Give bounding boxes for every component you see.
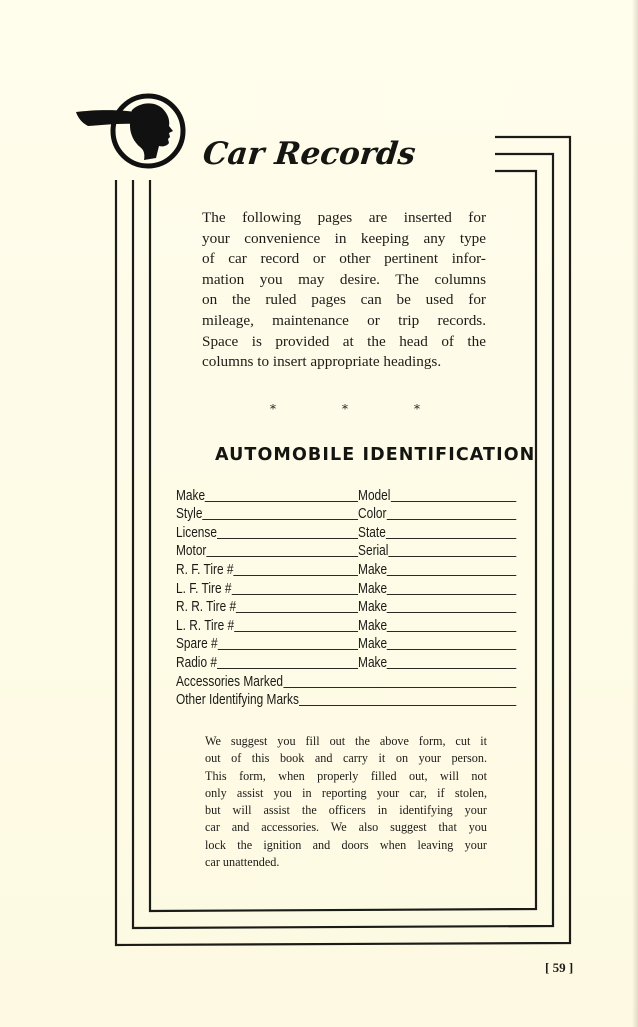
field-label: Make xyxy=(358,599,388,616)
fill-in-line[interactable] xyxy=(206,555,358,557)
field-label: R. F. Tire # xyxy=(176,561,234,578)
intro-line: columns to insert appropriate headings. xyxy=(202,353,442,371)
field-label: R. R. Tire # xyxy=(176,599,237,616)
field-label: Serial xyxy=(358,543,389,560)
note-line: car and accessories. We also suggest that you xyxy=(205,820,487,835)
field-label: State xyxy=(358,524,386,541)
note-line: lock the ignition and doors when leaving your xyxy=(205,837,487,852)
field-label: Make xyxy=(358,654,388,671)
field-label: Make xyxy=(176,487,206,504)
fill-in-line[interactable] xyxy=(387,611,516,613)
serial-field[interactable] xyxy=(358,543,516,559)
field-label: Motor xyxy=(176,543,207,560)
intro-line: your convenience in keeping any type xyxy=(202,229,486,247)
rf-tire-field[interactable] xyxy=(176,562,358,578)
note-line: only assist you in reporting your car, if stolen, xyxy=(205,785,487,800)
note-line: This form, when properly filled out, will not xyxy=(205,768,487,783)
radio-field[interactable] xyxy=(176,655,358,671)
note-line: out of this book and carry it on your person. xyxy=(205,751,487,766)
note-line: We suggest you fill out the above form, cut it xyxy=(205,734,487,748)
automobile-identification-form xyxy=(176,485,516,708)
fill-in-line[interactable] xyxy=(202,518,358,520)
form-row xyxy=(176,522,516,541)
advice-paragraph xyxy=(205,733,487,871)
rr-tire-make-field[interactable] xyxy=(358,599,516,615)
fill-in-line[interactable] xyxy=(234,630,358,632)
style-field[interactable] xyxy=(176,506,358,522)
field-label: L. R. Tire # xyxy=(176,617,235,634)
lr-tire-field[interactable] xyxy=(176,618,358,634)
fill-in-line[interactable] xyxy=(232,593,359,595)
form-row xyxy=(176,615,516,634)
fill-in-line[interactable] xyxy=(217,667,358,669)
lf-tire-make-field[interactable] xyxy=(358,581,516,597)
page-edge-shadow xyxy=(632,0,638,1027)
rr-tire-field[interactable] xyxy=(176,599,358,615)
form-row xyxy=(176,559,516,578)
field-label: License xyxy=(176,524,217,541)
intro-line: on the ruled pages can be used for xyxy=(202,291,486,309)
other-identifying-marks-field[interactable] xyxy=(176,692,516,708)
form-row xyxy=(176,671,516,690)
star-ornament: * xyxy=(342,402,348,416)
field-label: Spare # xyxy=(176,636,218,653)
fill-in-line[interactable] xyxy=(386,518,516,520)
make-field[interactable] xyxy=(176,488,358,504)
fill-in-line[interactable] xyxy=(387,593,516,595)
form-row xyxy=(176,485,516,504)
fill-in-line[interactable] xyxy=(236,611,358,613)
form-row xyxy=(176,597,516,616)
form-row xyxy=(176,634,516,653)
fill-in-line[interactable] xyxy=(386,537,516,539)
state-field[interactable] xyxy=(358,525,516,541)
fill-in-line[interactable] xyxy=(388,555,516,557)
rf-tire-make-field[interactable] xyxy=(358,562,516,578)
intro-line: The following pages are inserted for xyxy=(202,209,486,226)
intro-line: mation you may desire. The columns xyxy=(202,270,486,288)
fill-in-line[interactable] xyxy=(387,648,516,650)
lr-tire-make-field[interactable] xyxy=(358,618,516,634)
fill-in-line[interactable] xyxy=(233,574,358,576)
field-label: Radio # xyxy=(176,654,217,671)
fill-in-line[interactable] xyxy=(387,667,516,669)
star-ornament: * xyxy=(414,402,420,416)
intro-line: of car record or other pertinent infor- xyxy=(202,250,486,268)
form-row xyxy=(176,652,516,671)
fill-in-line[interactable] xyxy=(387,574,516,576)
field-label: Make xyxy=(358,561,388,578)
form-heading: AUTOMOBILE IDENTIFICATION xyxy=(215,445,536,465)
fill-in-line[interactable] xyxy=(387,630,516,632)
field-label: Other Identifying Marks xyxy=(176,692,299,709)
fill-in-line[interactable] xyxy=(217,537,358,539)
form-row xyxy=(176,541,516,560)
intro-line: Space is provided at the head of the xyxy=(202,332,486,350)
field-label: Make xyxy=(358,617,388,634)
fill-in-line[interactable] xyxy=(205,500,358,502)
page-number: [ 59 ] xyxy=(545,960,574,975)
fill-in-line[interactable] xyxy=(299,704,516,706)
page-title: Car Records xyxy=(201,136,418,172)
field-label: Make xyxy=(358,636,388,653)
field-label: Color xyxy=(358,506,387,523)
field-label: Make xyxy=(358,580,388,597)
field-label: Model xyxy=(358,487,391,504)
fill-in-line[interactable] xyxy=(218,648,358,650)
field-label: Style xyxy=(176,506,203,523)
fill-in-line[interactable] xyxy=(390,500,516,502)
intro-paragraph xyxy=(202,208,486,373)
accessories-marked-field[interactable] xyxy=(176,674,516,690)
radio-make-field[interactable] xyxy=(358,655,516,671)
form-row xyxy=(176,690,516,709)
note-line: but will assist the officers in identifying your xyxy=(205,803,487,818)
field-label: Accessories Marked xyxy=(176,673,284,690)
indian-head-logo-icon xyxy=(74,90,186,172)
color-field[interactable] xyxy=(358,506,516,522)
field-label: L. F. Tire # xyxy=(176,580,232,597)
star-ornament: * xyxy=(270,402,276,416)
form-row xyxy=(176,504,516,523)
fill-in-line[interactable] xyxy=(283,686,516,688)
star-separator xyxy=(270,402,420,416)
lf-tire-field[interactable] xyxy=(176,581,358,597)
form-row xyxy=(176,578,516,597)
model-field[interactable] xyxy=(358,488,516,504)
note-line: car unattended. xyxy=(205,855,280,870)
intro-line: mileage, maintenance or trip records. xyxy=(202,311,486,329)
spare-make-field[interactable] xyxy=(358,636,516,652)
license-field[interactable] xyxy=(176,525,358,541)
spare-field[interactable] xyxy=(176,636,358,652)
motor-field[interactable] xyxy=(176,543,358,559)
